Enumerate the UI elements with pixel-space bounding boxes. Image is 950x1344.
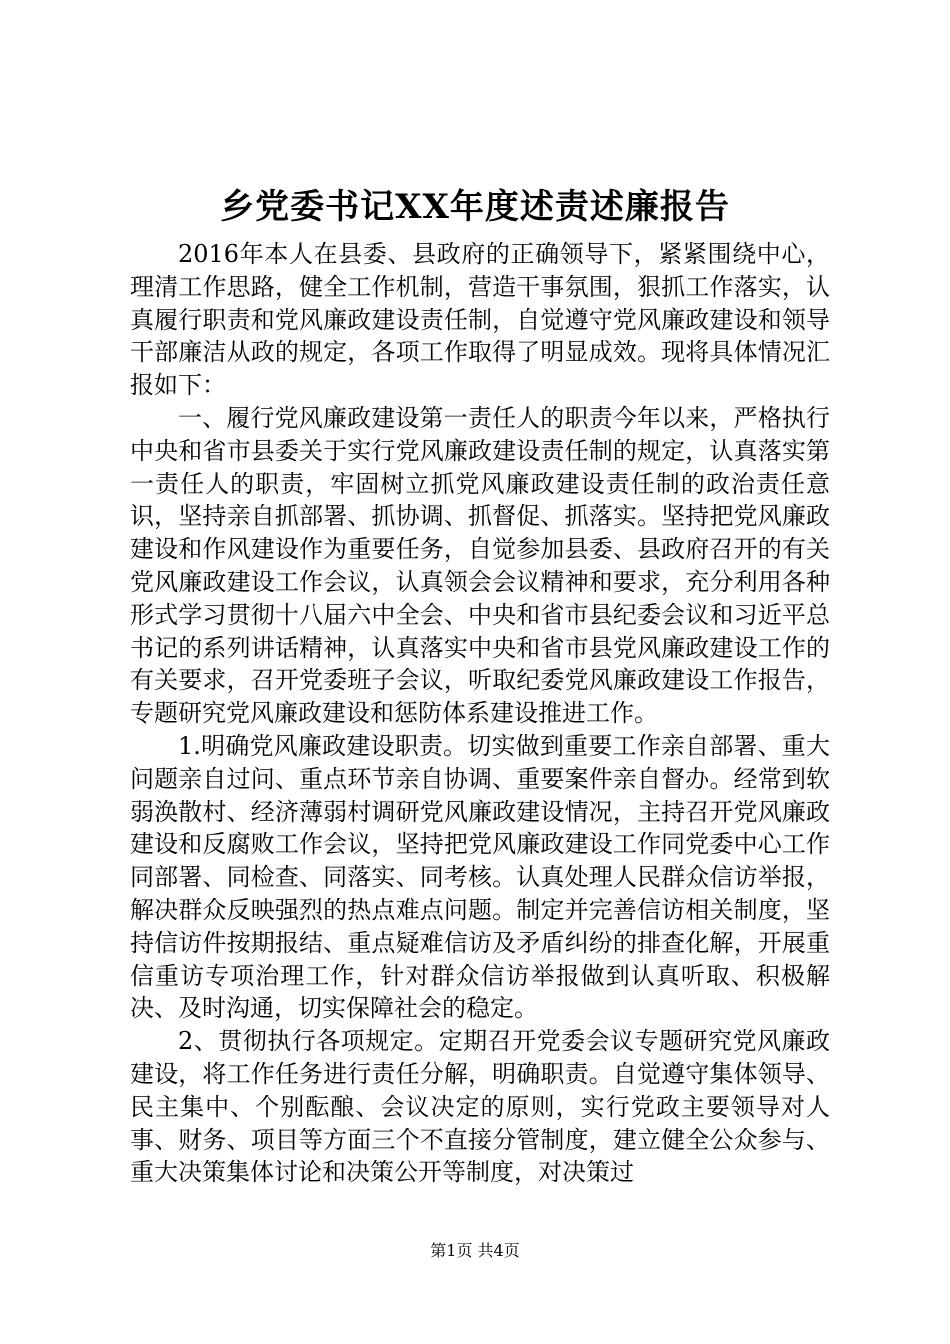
page-footer: 第1页 共4页 — [430, 1241, 520, 1260]
paragraph-section-one: 一、履行党风廉政建设第一责任人的职责今年以来，严格执行中央和省市县委关于实行党风廉政建设责任制的规定，认真落实第一责任人的职责，牢固树立抓党风廉政建设责任制的政治责任意识，坚持亲自抓部署、抓协调、抓督促、抓落实。坚持把党风廉政建设和作风建设作为重要任务，自觉参加县委、县政府召开的有关党风廉政建设工作会议，认真领会会议精神和要求，充分利用各种形式学习贯彻十八届六中全会、中央和省市县纪委会议和习近平总书记的系列讲话精神，认真落实中央和省市县党风廉政建设工作的有关要求，召开党委班子会议，听取纪委党风廉政建设工作报告，专题研究党风廉政建设和惩防体系建设推进工作。 — [130, 403, 830, 728]
document-title: 乡党委书记XX年度述责述廉报告 — [220, 187, 730, 227]
paragraph-item-one: 1.明确党风廉政建设职责。切实做到重要工作亲自部署、重大问题亲自过问、重点环节亲自协调、重要案件亲自督办。经常到软弱涣散村、经济薄弱村调研党风廉政建设情况，主持召开党风廉政建设和反腐败工作会议，坚持把党风廉政建设工作同党委中心工作同部署、同检查、同落实、同考核。认真处理人民群众信访举报，解决群众反映强烈的热点难点问题。制定并完善信访相关制度，坚持信访件按期报结、重点疑难信访及矛盾纠纷的排查化解，开展重信重访专项治理工作，针对群众信访举报做到认真听取、积极解决、及时沟通，切实保障社会的稳定。 — [130, 731, 830, 1023]
paragraph-intro: 2016年本人在县委、县政府的正确领导下，紧紧围绕中心，理清工作思路，健全工作机制，营造干事氛围，狠抓工作落实，认真履行职责和党风廉政建设责任制，自觉遵守党风廉政建设和领导干部廉洁从政的规定，各项工作取得了明显成效。现将具体情况汇报如下： — [130, 240, 830, 400]
document-body — [130, 238, 830, 1189]
paragraph-item-two: 2、贯彻执行各项规定。定期召开党委会议专题研究党风廉政建设，将工作任务进行责任分解，明确职责。自觉遵守集体领导、民主集中、个别酝酿、会议决定的原则，实行党政主要领导对人事、财务、项目等方面三个不直接分管制度，建立健全公众参与、重大决策集体讨论和决策公开等制度，对决策过 — [130, 1027, 830, 1187]
